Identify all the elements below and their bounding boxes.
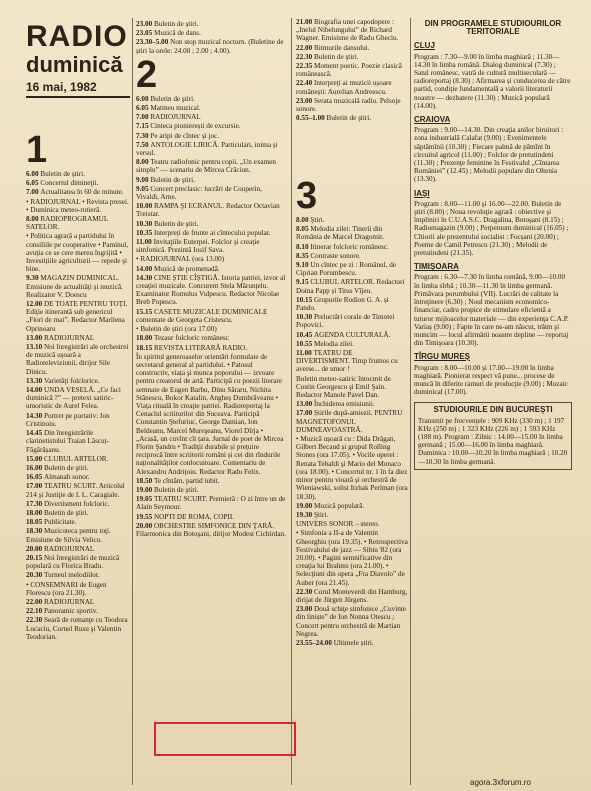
entry-text: Ştiri.	[313, 510, 329, 519]
entry-time: 8.05	[296, 225, 311, 234]
station-name: IAŞI	[414, 188, 430, 198]
entry-text: Ritmurile dansului.	[313, 43, 370, 52]
entry-time: 22.40	[296, 79, 314, 88]
entry-text: Două schiţe simfonice „Cuvinte din liniște” de Ion Nonna Otescu ; Concert pentru orchestră de Martian Negrea.	[296, 605, 406, 638]
entry-time: 7.00	[136, 113, 151, 122]
program-entry	[26, 500, 130, 508]
entry-time: 18.30	[26, 527, 44, 536]
program-entry	[26, 300, 130, 333]
bucharest-box-title: STUDIOURILE DIN BUCUREŞTI	[433, 405, 553, 415]
entry-time: 6.00	[136, 94, 151, 103]
entry-time: 13.00	[296, 400, 314, 409]
entry-text: TEATRU SCURT. Articolul 214 şi Justiţie de I. L. Caragiale.	[26, 482, 125, 499]
regional-column	[414, 18, 572, 785]
program-entry	[26, 188, 130, 196]
station-text: Program : 9.00—14.30. Din creaţia anilor biruitori : zona industrială Calafat (9.00) ; Evenimentele săptămînii (10.30) ; Fiecare palmă de pămînt în circuitul agricol (11.00) ; Folclor de pretutindeni (11.30) ; Prezenţe feminine în Festivalul „Cîntarea României” (12.45) ; Melodii populare din Oltenia (13.30).	[414, 126, 564, 184]
entry-time: 10.30	[296, 313, 314, 322]
entry-text: Din înregistrările clarinetistului Traian Lăscuț-Făgărășanu.	[26, 429, 110, 454]
entry-text: RADIOJURNAL	[43, 544, 95, 553]
entry-text: Grupurile Rodion G. A. și Pando.	[296, 295, 389, 313]
program-1-column	[26, 130, 130, 785]
program-entry	[26, 179, 130, 187]
program-entry	[296, 331, 408, 339]
entry-text: RADIOJURNAL	[43, 597, 95, 606]
entry-time: 8.00	[26, 215, 41, 224]
program-entry	[296, 62, 408, 78]
entry-time: 14.00	[26, 386, 44, 395]
entry-text: Noi înregistrări de muzică populară cu Florica Bradu.	[26, 553, 120, 571]
program-entry	[26, 581, 130, 597]
page-title: RADIO	[26, 20, 128, 53]
program-entry	[26, 616, 130, 641]
entry-time: 20.15	[26, 553, 44, 562]
entry-time: 20.00	[136, 521, 154, 530]
program-entry	[136, 132, 286, 140]
program-entry	[136, 495, 286, 511]
entry-time: 10.00	[136, 202, 154, 211]
entry-time: 10.30	[136, 219, 154, 228]
entry-time: 22.30	[296, 52, 314, 61]
program-entry	[136, 20, 286, 28]
entry-text: RADIOJURNAL	[150, 113, 201, 122]
program-entry	[296, 243, 408, 251]
entry-text: Interpreți ai muzicii ușoare românești: Aurelian Andreescu.	[296, 79, 392, 96]
program-entry	[296, 435, 408, 501]
entry-time: 15.00	[26, 454, 44, 463]
entry-text: AGENDA CULTURALĂ.	[313, 330, 391, 339]
program-2-continued-list	[296, 18, 408, 122]
entry-time: 23.00	[136, 20, 154, 28]
highlight-box	[154, 722, 296, 756]
entry-time: 18.00	[136, 334, 154, 343]
entry-text: Buletin de ştiri.	[43, 508, 89, 517]
column-divider	[410, 18, 411, 785]
entry-text: • Buletin de știri (ora 17.00)	[136, 325, 217, 334]
entry-time: 19.05	[136, 495, 154, 504]
program-entry	[26, 554, 130, 570]
program-1-night-list	[136, 20, 286, 55]
program-entry	[136, 220, 286, 228]
entry-time: 22.00	[26, 597, 44, 606]
program-entry	[136, 104, 286, 112]
program-entry	[136, 522, 286, 538]
entry-text: CLUBUL ARTELOR.	[43, 454, 109, 463]
program-entry	[136, 202, 286, 218]
program-entry	[296, 340, 408, 348]
entry-text: • Simfonia a II-a de Valentin Gheorghiu (ora 19.35). • Retrospectiva Festivalului de jazz — Sibiu '82 (ora 20.00). • Pagini semnificative din creaţia lui Brahms (ora 21.00). • Selecţiuni din opera „Fra Diavolo” de Auber (ora 21.45).	[296, 529, 408, 587]
entry-time: 22.35	[296, 62, 314, 71]
entry-time: 10.15	[296, 295, 314, 304]
entry-time: 15.15	[136, 307, 154, 316]
station-text: Program : 6.30—7.30 în limba română, 9.00—10.00 în limba sîrbă ; 10.30—11.30 în limba germană. Primăvara porumbului (VII). Lucrări de calitate la întreţinere (6.30) ; Noul mecanism economico-financiar, cadru propice de stimulare eficientă a tuturor mijloacelor materiale — din experienţa C.A.P. Variaș (9.00) ; Fapte în care ne-am născut, trăim şi muncim — locul afirmării noastre depline — reportaj din Timişoara (10.30).	[414, 273, 569, 348]
entry-time: 12.00	[26, 300, 44, 309]
entry-text: • Muzică ușoară cu : Dida Drăgan, Gilbert Becaud și grupul Rolling Stones (ora 17.05). • Vocile operei : Renata Tebaldi şi Mario del Monaco (ora 18.00). • Concertul nr. 1 în fa diez minor pentru vioară și orchestră de Wieniawski, solist Itzhak Perlman (ora 18.30).	[296, 435, 408, 501]
entry-text: Seară de romanţe cu Teodora Lucaciu, Cornel Rusu şi Valentin Teodorian.	[26, 616, 128, 641]
program-entry	[136, 477, 286, 485]
entry-text: Buletin de ştiri.	[153, 485, 199, 494]
entry-text: • CONSEMNARI de Eugen Florescu (ora 21.30).	[26, 580, 107, 597]
entry-text: Actualitatea în 60 de minute.	[40, 188, 124, 197]
program-entry	[26, 377, 130, 385]
entry-text: DE TOATE PENTRU TOȚI. Ediție itinerantă sub genericul „Flori de mai”. Redactor Marilena Oprinoaru	[26, 300, 128, 333]
entry-text: Turneul melodiilor.	[43, 571, 100, 580]
program-entry	[26, 509, 130, 517]
program-entry	[296, 605, 408, 638]
program-entry	[26, 598, 130, 606]
entry-time: 6.00	[26, 170, 41, 178]
bucharest-box	[414, 402, 572, 469]
entry-time: 6.05	[136, 104, 151, 113]
program-entry	[136, 29, 286, 37]
entry-text: Buletin de ştiri.	[150, 94, 195, 103]
program-entry	[26, 527, 130, 543]
entry-text: Cinteca pionierești de excursie.	[150, 122, 241, 131]
entry-text: Invitaţiile Euterpei. Folclor şi creaţie simfonică. Prezintă Iosif Sava.	[136, 238, 260, 255]
program-entry	[296, 296, 408, 312]
column-divider	[291, 18, 292, 785]
entry-text: Portret pe portativ: Ion Cristinoiu.	[26, 411, 110, 428]
entry-text: Contraste sonore.	[310, 251, 361, 260]
entry-text: Un cîntec pe zi : Românul, de Ciprian Porumbescu.	[296, 261, 397, 278]
regional-heading: DIN PROGRAMELE STUDIOURILOR TERITORIALE	[424, 19, 562, 37]
entry-text: REVISTA LITERARĂ RADIO.	[153, 343, 248, 352]
entry-time: 23.00	[296, 96, 314, 105]
program-entry	[26, 429, 130, 454]
program-entry	[136, 308, 286, 324]
program-entry	[296, 409, 408, 434]
entry-time: 6.05	[26, 179, 41, 188]
program-entry	[136, 274, 286, 307]
program-2-list	[136, 95, 286, 538]
program-entry	[296, 44, 408, 52]
entry-time: 20.00	[26, 544, 44, 553]
entry-time: 22.30	[296, 587, 314, 596]
program-entry	[26, 198, 130, 214]
entry-time: 14.45	[26, 429, 44, 438]
entry-text: Corul Monteverdi din Hamburg, dirijat de Jürgen Jürgens.	[296, 587, 408, 604]
entry-text: Panoramic sportiv.	[43, 607, 98, 616]
entry-time: 9.10	[296, 261, 311, 270]
entry-time: 20.30	[26, 571, 44, 580]
program-entry	[26, 473, 130, 481]
entry-text: Noi înregistrări ale orchestrei de muzică ușoară a Radioteleviziunii, dirijor Sile Dinicu.	[26, 343, 129, 376]
program-entry	[26, 386, 130, 411]
program-entry	[26, 412, 130, 428]
entry-text: În spiritul generoaselor orientări formulate de secretarul general al partidului. • Patosul constructiv, viața şi munca poporului — izvoare pentru creatorul de artă. Participă cu poezii literare semnate de Eugen Barbu, Dinu Săraru, Nichita Stănescu, Bokor Katalin, Angheș Dumbrăveanu • Viața rituală în creaţie patriei. Radioreportaj la Cenaclul scriitorilor din Suceava. Participă Constantin Ştefuriuc, George Damian, Ion Beldeanu, Marcel Mureşeanu, Viorel Dîrja • „Acasă, un cuvînt cît țara. Jurnal de poet de Mircea Florin Şandru • Tradiţii durabile ṣi prețuire reciprocă între scriitorii români și cei din rîndurile naționalităților conlocuitoare. Comentariu de Alexandru Andrițoiu. Redactor Radu Felix.	[136, 352, 284, 476]
entry-text: Publicitate.	[43, 518, 77, 527]
entry-text: • RADIOJURNAL • Revista presei. • Duminica meteo-rutieră.	[26, 197, 129, 214]
entry-time: 18.05	[26, 518, 44, 527]
entry-text: Concertul dimineţii.	[40, 179, 99, 188]
program-entry	[296, 588, 408, 604]
entry-text: Buletin de ştiri.	[43, 463, 89, 472]
program-entry	[26, 455, 130, 463]
program-entry	[296, 225, 408, 241]
entry-text: Buletin de ştiri.	[153, 20, 199, 28]
entry-text: Concert preclasic: lucrări de Couperin, Vivaldi, Arne.	[136, 184, 262, 202]
program-entry	[136, 158, 286, 174]
entry-time: 23.00	[296, 605, 314, 614]
entry-time: 23.05	[136, 29, 154, 38]
entry-time: 8.00	[296, 216, 311, 224]
entry-time: 16.05	[26, 473, 44, 482]
entry-time: 8.10	[296, 242, 311, 251]
entry-text: Ultimele știri.	[333, 638, 374, 647]
regional-stations-list	[414, 42, 572, 396]
program-entry	[136, 185, 286, 201]
entry-text: Muzică populară.	[313, 501, 365, 510]
entry-time: 19.55	[136, 512, 154, 521]
station-text: Program : 7.30—9.00 în limba maghiară ; 11.30—14.30 în limba română. Dialog duminical (7.30) ; Satul românesc, vatră de cultură multisecularǎ — radioreportaj (8.30) ; Afirmarea și conducerea de către partid, condiţie fundamentală a valorii literaturii noastre — dezbatere (11.30) ; Muzică populară (14.00).	[414, 52, 571, 110]
entry-text: Muzică de promenadă.	[153, 264, 220, 273]
program-entry	[296, 53, 408, 61]
station-name: CLUJ	[414, 41, 435, 51]
entry-text: Moment poetic. Poezie clasică românească.	[296, 62, 402, 79]
entry-text: Divertisment folcloric.	[43, 499, 110, 508]
entry-time: 18.50	[136, 476, 154, 485]
entry-text: Matineu muzical.	[150, 104, 201, 113]
entry-text: • RADIOJURNAL (ora 13.00)	[136, 255, 225, 264]
entry-time: 8.00	[136, 158, 151, 167]
bucharest-box-text: Transmit pe frecvenţele : 909 KHz (330 m) ; 1 197 KHz (250 m) ; 1 323 KHz (226 m) ; 1 593 KHz (188 m). Program : Zilnic : 14.00—15.00 în limba germană ; 15.00—16.00 în limba maghiară. Duminica : 10.00—10.20 în limba maghiară ; 10.20—10.30 în limba germană.	[418, 416, 568, 466]
program-entry	[296, 18, 408, 43]
entry-text: CLUBUL ARTELOR. Redactori Doina Papp și Titus Vîjeu.	[296, 278, 405, 295]
program-entry	[26, 464, 130, 472]
program-entry	[296, 520, 408, 528]
entry-time: 13.30	[26, 376, 44, 385]
program-entry	[136, 176, 286, 184]
entry-time: 0.55–1.00	[296, 114, 327, 123]
program-entry	[296, 511, 408, 519]
header-rule	[26, 96, 130, 98]
program-entry	[136, 513, 286, 521]
entry-time: 9.00	[136, 175, 151, 184]
entry-time: 7.00	[26, 188, 41, 197]
entry-text: Pe aripi de cîntec și joc.	[150, 131, 220, 140]
program-entry	[136, 38, 286, 54]
program-entry	[136, 344, 286, 352]
entry-text: • Politica agrară a partidului în consiliile pe cooperative • Paminul, avuția ce se cere mereu îngrijită • Investițiile agriculturii — repede şi bine.	[26, 232, 129, 274]
entry-time: 17.30	[26, 499, 44, 508]
entry-time: 14.30	[26, 411, 44, 420]
program-entry	[296, 529, 408, 586]
program-1-list	[26, 170, 130, 641]
program-entry	[296, 97, 408, 113]
program-entry	[136, 95, 286, 103]
station-text: Program : 8.00—11.00 şi 16.00—22.00. Buletin de ştiri (8.00) ; Noua revoluţie agrară : obiective şi împliniri în C.U.A.S.C. Dragalina, Botoşani (8.15) ; Radiomagazin (9.00) ; Perpetuum duminical (16.05) ; Cîtiorii ale prezentului socialist : Focșani (20.00) ; Poeme de Camil Petrescu (21.30) ; Melodii de pretutindeni (21.35).	[414, 199, 569, 258]
entry-time: 17.00	[296, 409, 314, 418]
entry-text: Știrile după-amiezii. PENTRU MAGNETOFONUL DUMNEAVOASTRĂ.	[296, 409, 403, 434]
program-entry	[296, 400, 408, 408]
entry-time: 14.30	[136, 273, 154, 282]
program-3-column	[296, 176, 408, 785]
entry-text: ANTOLOGIE LIRICĂ. Particulari, inima şi versul.	[136, 140, 278, 158]
program-entry	[296, 278, 408, 294]
program-entry	[26, 215, 130, 231]
entry-time: 11.00	[136, 238, 154, 247]
entry-text: CINE ȘTIE CÎȘTIGĂ. Istoria patriei, izvor al creaţiei muzicale. Concurent Stela Mărunțelu. Examinator Romulus Vulpescu. Redactor Nicolae Breb Popescu.	[136, 273, 286, 307]
entry-text: RADIOJURNAL	[43, 333, 95, 342]
entry-text: Buletin de ştiri.	[153, 219, 199, 228]
entry-text: UNIVERS SONOR – stereo.	[296, 520, 380, 529]
program-3-number: 3	[296, 176, 318, 217]
program-entry	[26, 545, 130, 553]
entry-text: Melodia zilei.	[313, 339, 354, 348]
program-entry	[26, 607, 130, 615]
entry-text: ORCHESTRE SIMFONICE DIN ŢARĂ. Filarmonica din Botoşani, dirijor Modest Cichirdan.	[136, 521, 286, 538]
station-name: TÎRGU MUREȘ	[414, 352, 470, 362]
entry-text: Buletin de ştiri.	[150, 175, 195, 184]
entry-time: 11.00	[296, 349, 314, 358]
page-subtitle: duminică	[26, 52, 123, 77]
page-date: 16 mai, 1982	[26, 80, 97, 94]
entry-text: RADIOPROGRAMUL SATELOR.	[26, 215, 108, 232]
entry-time: 7.15	[136, 122, 151, 131]
program-entry	[26, 343, 130, 376]
program-entry	[136, 325, 286, 333]
program-entry	[136, 238, 286, 254]
entry-text: MAGAZIN DUMINICAL. Emisiune de actualități şi muzică. Realizator V. Doescu	[26, 274, 123, 299]
entry-text: Buletin de știri.	[40, 170, 85, 178]
entry-text: Serata muzicală radio. Pelsoje sonore.	[296, 96, 401, 114]
entry-text: Almanah sonor.	[43, 473, 90, 482]
program-entry	[296, 252, 408, 260]
program-entry	[296, 349, 408, 374]
program-entry	[136, 334, 286, 342]
entry-text: TEATRU DE DIVERTISMENT. Timp frumos cu averse... de umor !	[296, 349, 398, 374]
program-1-number: 1	[26, 130, 48, 171]
entry-time: 9.15	[296, 278, 311, 287]
program-entry	[136, 122, 286, 130]
program-entry	[136, 255, 286, 263]
entry-text: Ştiri.	[310, 216, 325, 224]
program-2-continued-column	[296, 18, 408, 168]
entry-time: 22.30	[26, 616, 44, 625]
entry-time: 8.35	[296, 251, 311, 260]
entry-text: RAMPA ŞI ECRANUL. Redactor Octavian Treistar.	[136, 202, 280, 219]
entry-time: 7.30	[136, 131, 151, 140]
entry-time: 10.45	[296, 330, 314, 339]
program-3-list	[296, 216, 408, 647]
program-entry	[296, 261, 408, 277]
station-name: TIMIŞOARA	[414, 262, 459, 272]
entry-text: Închiderea emisiunii.	[313, 400, 375, 409]
entry-text: Itinerar folcloric românesc.	[310, 242, 389, 251]
entry-text: Teatru radiofonic pentru copii. „Un examen simplu” — scenariu de Mircea Crăciun.	[136, 158, 277, 175]
entry-time: 19.00	[136, 485, 154, 494]
program-entry	[26, 274, 130, 299]
entry-text: Buletin de ştiri.	[313, 52, 359, 61]
program-entry	[296, 79, 408, 95]
entry-text: TEATRU SCURT. Premieră : O zi între un de Alain Seymour.	[136, 495, 286, 512]
program-entry	[26, 571, 130, 579]
program-entry	[136, 113, 286, 121]
program-entry	[26, 170, 130, 178]
entry-time: 22.10	[26, 607, 44, 616]
program-entry	[26, 518, 130, 526]
watermark: agora.3xforum.ro	[470, 778, 531, 787]
program-entry	[136, 486, 286, 494]
entry-time: 10.55	[296, 339, 314, 348]
entry-text: Varietăţi folclorice.	[43, 376, 100, 385]
entry-time: 16.00	[26, 463, 44, 472]
program-entry	[26, 482, 130, 498]
entry-time: 13.00	[26, 333, 44, 342]
entry-text: Non stop muzical nocturn. (Buletine de știri la orele: 24.00 ; 2.00 ; 4.00).	[136, 38, 284, 55]
entry-text: Biografia unei capodopere : „Inelul Nibelungului” de Richard Wagner. Emisiune de Radu Gheciu.	[296, 18, 399, 43]
entry-text: Muzică de dans.	[153, 29, 201, 38]
program-entry	[136, 229, 286, 237]
entry-time: 22.00	[296, 43, 314, 52]
program-entry	[26, 334, 130, 342]
program-entry	[136, 353, 286, 476]
entry-time: 19.30	[296, 510, 314, 519]
entry-time: 23.30–5.00	[136, 38, 171, 47]
column-divider	[132, 18, 133, 785]
program-entry	[136, 265, 286, 273]
entry-text: Buletin de ştiri.	[326, 114, 372, 123]
entry-text: UNDA VESELĂ. „Ce faci duminică ?” — pretext satiric-umoristic de Aurel Felea.	[26, 386, 121, 411]
entry-text: Te cîntăm, partid iubit.	[153, 476, 220, 485]
station-name: CRAIOVA	[414, 115, 451, 125]
entry-time: 18.00	[26, 508, 44, 517]
entry-text: Interpreți de frunte ai cîntecului popular.	[153, 228, 271, 237]
program-2-number: 2	[136, 53, 158, 96]
entry-text: Tezaur folcloric românesc	[153, 334, 229, 343]
program-entry	[296, 639, 408, 647]
station-text: Program : 8.00—10.00 și 17.00—19.00 în limba maghiară. Pionierat respect vă pune... procese de muncă în diferite ramuri de producţie (9.00) ; Mozaic duminical (17.00).	[414, 363, 568, 397]
program-entry	[26, 232, 130, 273]
program-entry	[296, 502, 408, 510]
entry-time: 14.00	[136, 264, 154, 273]
entry-time: 7.50	[136, 140, 151, 149]
program-2-column	[136, 18, 286, 785]
entry-time: 21.00	[296, 18, 314, 26]
entry-text: Muzicoteca pentru toţi. Emisiune de Silvia Velicu.	[26, 527, 111, 544]
entry-time: 9.05	[136, 184, 151, 193]
entry-text: Buletin meteo-satiric întocmit de Costin Georgescu şi Emil Şain. Redactor Manole Pavel Dan.	[296, 374, 391, 400]
entry-time: 13.10	[26, 343, 44, 352]
entry-time: 19.00	[296, 501, 314, 510]
program-entry	[136, 141, 286, 157]
entry-time: 10.35	[136, 228, 154, 237]
program-entry	[296, 216, 408, 224]
entry-time: 9.30	[26, 274, 41, 283]
entry-time: 23.55–24.00	[296, 638, 334, 647]
program-entry	[296, 114, 408, 122]
entry-time: 17.00	[26, 482, 44, 491]
entry-text: Melodia zilei: Tinerii din România de Marcel Dragomir.	[296, 225, 384, 242]
program-entry	[296, 375, 408, 400]
entry-text: NOPTI DE ROMA, COPII.	[153, 512, 235, 521]
entry-time: 18.15	[136, 343, 154, 352]
entry-text: Prelucrări corale de Timotei Popovici.	[296, 313, 395, 330]
program-entry	[296, 313, 408, 329]
entry-text: CASETE MUZICALE DUMINICALE comentate de Georgeta Cristescu.	[136, 307, 268, 324]
